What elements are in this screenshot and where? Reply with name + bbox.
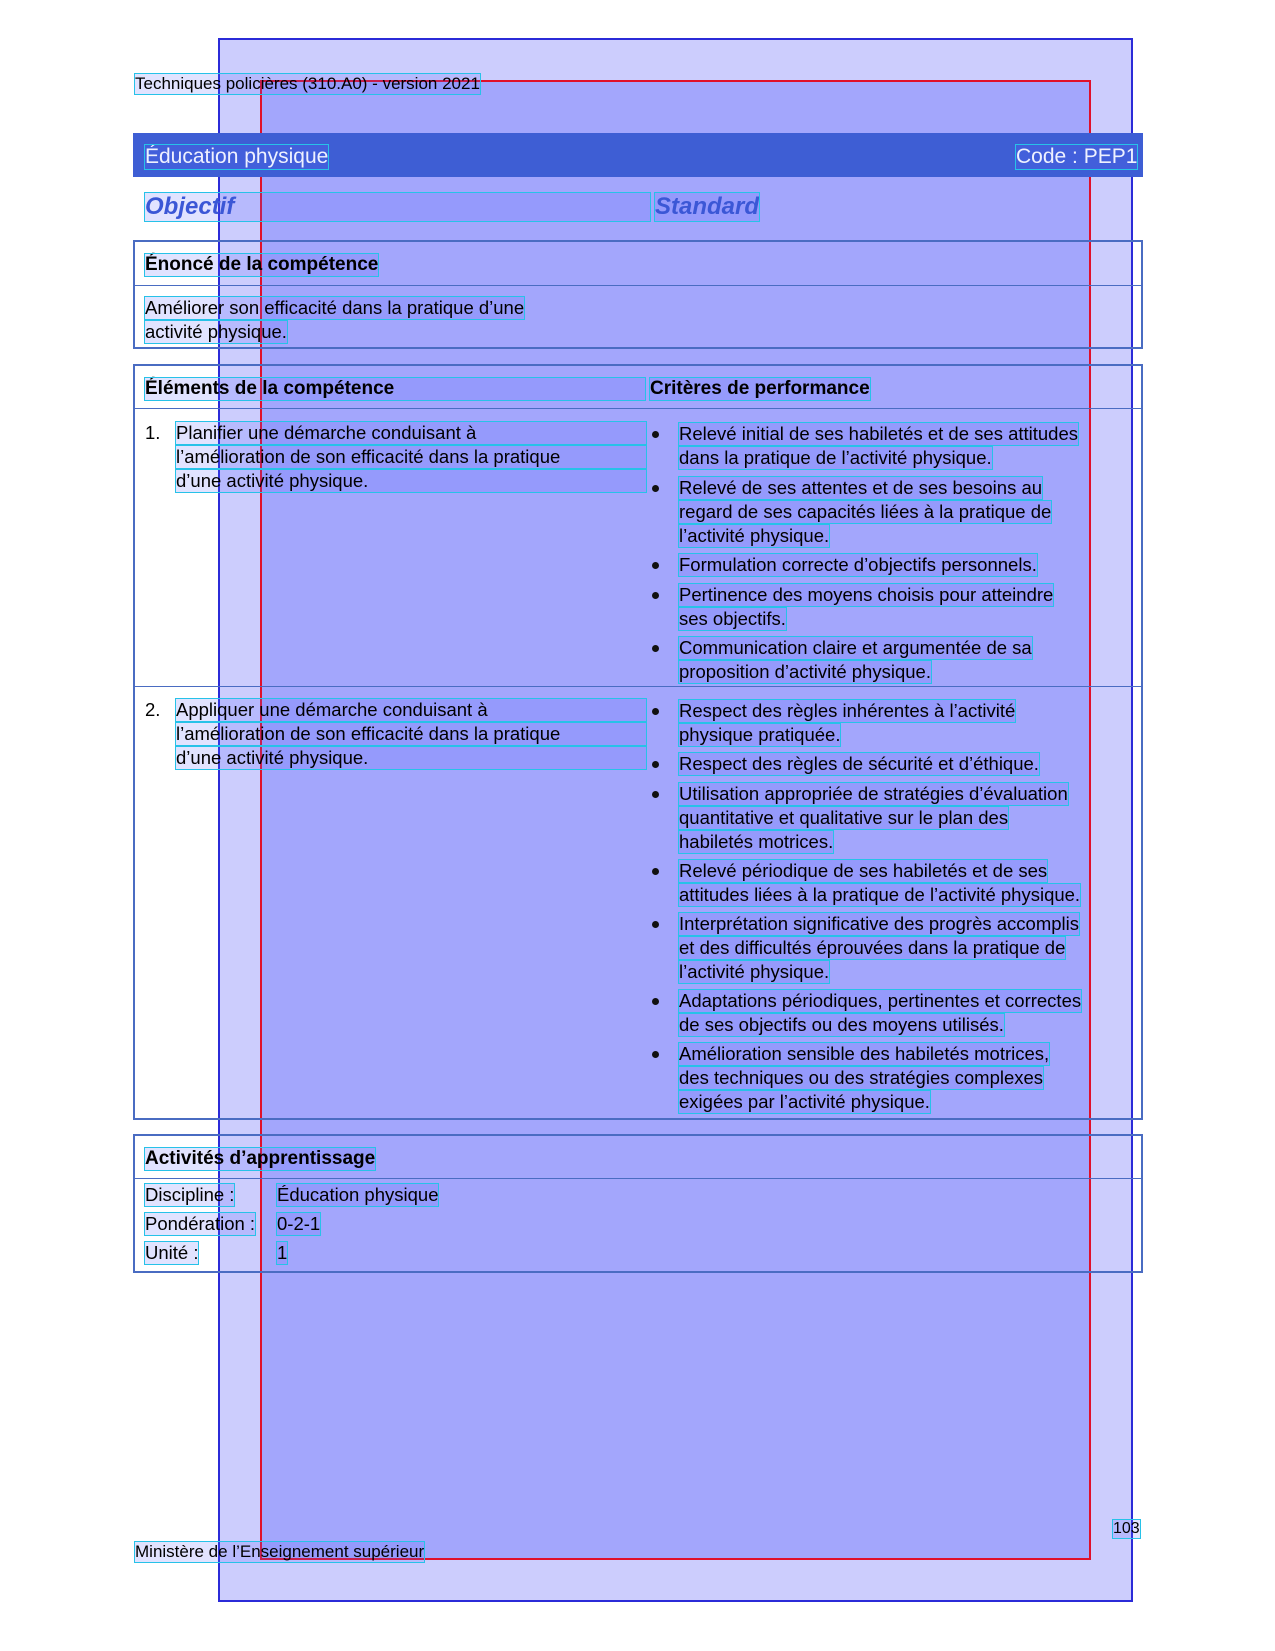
bullet-icon [652, 485, 659, 492]
criterion-2-5-line-3: l’activité physique. [679, 961, 830, 982]
element-1-line-3: d’une activité physique. [176, 470, 646, 492]
standard-heading: Standard [655, 193, 760, 220]
element-2-line-1: Appliquer une démarche conduisant à [176, 699, 646, 721]
footer-ministry: Ministère de l’Enseignement supérieur [135, 1542, 425, 1561]
bullet-icon [652, 431, 659, 438]
criterion-2-4-line-2: attitudes liées à la pratique de l’activité physique. [679, 884, 1081, 905]
bullet-icon [652, 921, 659, 928]
element-1-line-2: l’amélioration de son efficacité dans la pratique [176, 446, 646, 468]
program-header: Techniques policières (310.A0) - version 2021 [135, 74, 480, 93]
ponderation-value: 0-2-1 [277, 1213, 321, 1234]
criterion-2-3-line-3: habiletés motrices. [679, 831, 834, 852]
bullet-icon [652, 998, 659, 1005]
criterion-2-7-line-1: Amélioration sensible des habiletés motrices, [679, 1043, 1050, 1064]
criterion-2-5-line-2: et des difficultés éprouvées dans la pratique de [679, 937, 1066, 958]
criterion-2-3-line-1: Utilisation appropriée de stratégies d’évaluation [679, 783, 1068, 804]
criterion-1-2-line-1: Relevé de ses attentes et de ses besoins au [679, 477, 1043, 498]
criterion-2-6-line-1: Adaptations périodiques, pertinentes et correctes [679, 990, 1082, 1011]
criterion-2-5-line-1: Interprétation significative des progrès accomplis [679, 913, 1079, 934]
course-code: Code : PEP1 [1016, 145, 1138, 168]
criterion-1-2-line-2: regard de ses capacités liées à la pratique de [679, 501, 1052, 522]
enonce-line-2: activité physique. [145, 321, 287, 342]
discipline-value: Éducation physique [277, 1184, 439, 1205]
enonce-title: Énoncé de la compétence [145, 254, 379, 275]
criterion-2-6-line-2: de ses objectifs ou des moyens utilisés. [679, 1014, 1004, 1035]
criterion-2-1-line-1: Respect des règles inhérentes à l’activité [679, 700, 1016, 721]
bullet-icon [652, 645, 659, 652]
criterion-1-2-line-3: l’activité physique. [679, 525, 830, 546]
element-2-line-2: l’amélioration de son efficacité dans la pratique [176, 723, 646, 745]
bullet-icon [652, 592, 659, 599]
bullet-icon [652, 708, 659, 715]
bullet-icon [652, 1051, 659, 1058]
criteria-title: Critères de performance [650, 378, 870, 399]
criterion-2-3-line-2: quantitative et qualitative sur le plan des [679, 807, 1009, 828]
criterion-1-1-line-1: Relevé initial de ses habiletés et de ses attitudes [679, 423, 1079, 444]
bullet-icon [652, 791, 659, 798]
criterion-1-5-line-1: Communication claire et argumentée de sa [679, 637, 1032, 658]
criterion-2-1-line-2: physique pratiquée. [679, 724, 841, 745]
bullet-icon [652, 562, 659, 569]
unite-label: Unité : [145, 1242, 199, 1263]
bullet-icon [652, 868, 659, 875]
elements-title: Éléments de la compétence [145, 378, 645, 400]
criterion-2-7-line-3: exigées par l’activité physique. [679, 1091, 930, 1112]
element-2-line-3: d’une activité physique. [176, 747, 646, 769]
bullet-icon [652, 761, 659, 768]
criterion-1-1-line-2: dans la pratique de l’activité physique. [679, 447, 992, 468]
criterion-1-4-line-1: Pertinence des moyens choisis pour atteindre [679, 584, 1054, 605]
element-1-line-1: Planifier une démarche conduisant à [176, 422, 646, 444]
criterion-1-3-line-1: Formulation correcte d’objectifs personnels. [679, 554, 1037, 575]
course-title: Éducation physique [145, 145, 329, 168]
page-number: 103 [1113, 1520, 1140, 1537]
criterion-1-4-line-2: ses objectifs. [679, 608, 786, 629]
criterion-1-5-line-2: proposition d’activité physique. [679, 661, 931, 682]
criterion-2-4-line-1: Relevé périodique de ses habiletés et de ses [679, 860, 1048, 881]
objectif-heading: Objectif [145, 193, 650, 221]
ponderation-label: Pondération : [145, 1213, 256, 1234]
element-number: 1. [145, 422, 161, 443]
activites-title: Activités d’apprentissage [145, 1148, 376, 1169]
unite-value: 1 [277, 1242, 288, 1263]
element-number: 2. [145, 699, 161, 720]
discipline-label: Discipline : [145, 1184, 235, 1205]
enonce-line-1: Améliorer son efficacité dans la pratique d’une [145, 297, 525, 318]
criterion-2-2-line-1: Respect des règles de sécurité et d’éthique. [679, 753, 1039, 774]
criterion-2-7-line-2: des techniques ou des stratégies complexes [679, 1067, 1044, 1088]
